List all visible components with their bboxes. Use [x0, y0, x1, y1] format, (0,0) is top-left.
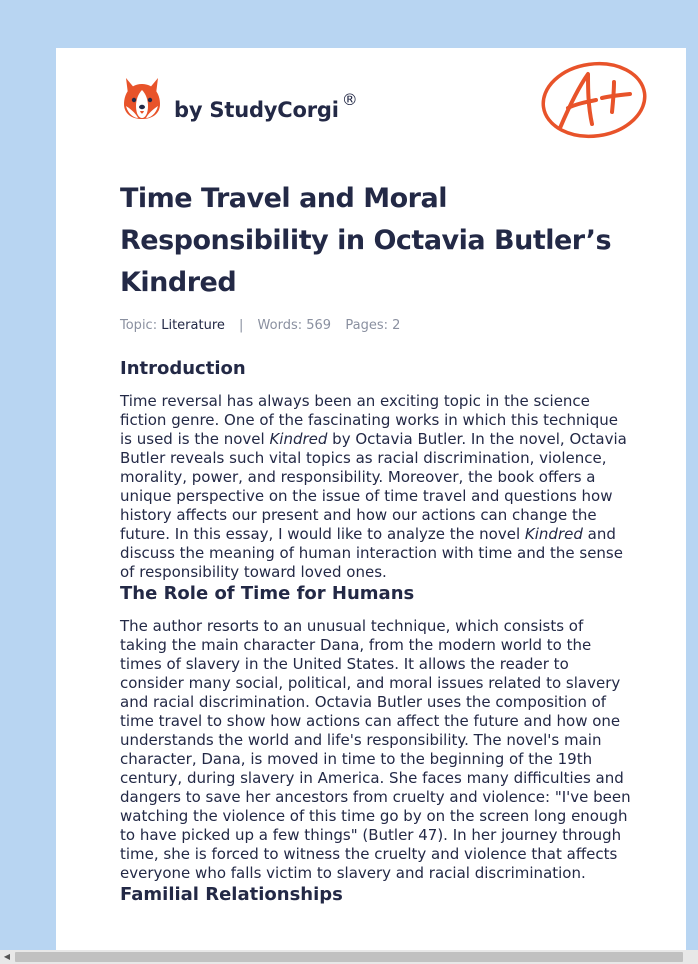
horizontal-scrollbar[interactable]: [0, 950, 698, 964]
introduction-paragraph: [120, 392, 634, 582]
intro-book-title-2: Kindred: [524, 525, 583, 543]
role-of-time-paragraph: The author resorts to an unusual technique, which consists of taking the main character Dana, from the modern world to the times of slavery in the United States. It allows the reader to consider many social, political, and moral issues related to slavery and racial discrimination. Octavia Butler uses the composition of time travel to show how actions can affect the future and how one understands the world and life's responsibility. The novel's main character, Dana, is moved in time to the beginning of the 19th century, during slavery in America. She faces many difficulties and dangers to save her ancestors from cruelty and violence: "I've been watching the violence of this time go by on the screen long enough to have picked up a few things" (Butler 47). In her journey through time, she is forced to witness the cruelty and violence that affects everyone who falls victim to slavery and racial discrimination.: [120, 617, 631, 882]
document-page: [56, 48, 686, 964]
word-count: Words: 569: [257, 318, 332, 333]
intro-text-2: by Octavia Butler. In the novel, Octavia Butler reveals such vital topics as racial discrimination, violence, morality, power, and responsibility. Moreover, the book offers a unique perspective on the issue of time travel and questions how history affects our present and how our actions can change the future. In this essay, I would like to analyze the novel: [120, 430, 627, 543]
section-heading-role-of-time: The Role of Time for Humans: [120, 583, 415, 604]
scrollbar-thumb[interactable]: [15, 952, 683, 962]
topic-label: Topic:: [120, 318, 158, 333]
section-heading-familial-relationships: Familial Relationships: [120, 884, 343, 905]
grade-badge: [538, 58, 650, 146]
meta-separator: |: [239, 318, 244, 333]
section-heading-introduction: Introduction: [120, 358, 246, 379]
document-content: [120, 178, 634, 907]
document-title: Time Travel and Moral Responsibility in Octavia Butler’s Kindred: [120, 183, 612, 298]
document-meta: [120, 318, 634, 333]
corgi-icon: [122, 76, 162, 120]
studycorgi-logo[interactable]: [122, 76, 162, 120]
topic-link[interactable]: Literature: [161, 318, 225, 333]
logo-wordmark[interactable]: [174, 90, 358, 122]
intro-text-1: Time reversal has always been an exciting topic in the science fiction genre. One of the fascinating works in which this technique is used is the novel: [120, 392, 618, 448]
logo-text: by StudyCorgi: [174, 98, 339, 122]
scroll-left-arrow-icon[interactable]: ◀: [3, 952, 11, 961]
intro-book-title-1: Kindred: [269, 430, 328, 448]
registered-mark: ®: [341, 90, 358, 109]
grade-text: A+: [538, 58, 540, 59]
intro-text-3: and discuss the meaning of human interaction with time and the sense of responsibility toward loved ones.: [120, 525, 623, 581]
page-count: Pages: 2: [345, 318, 401, 333]
a-plus-stamp-icon: [538, 58, 650, 142]
